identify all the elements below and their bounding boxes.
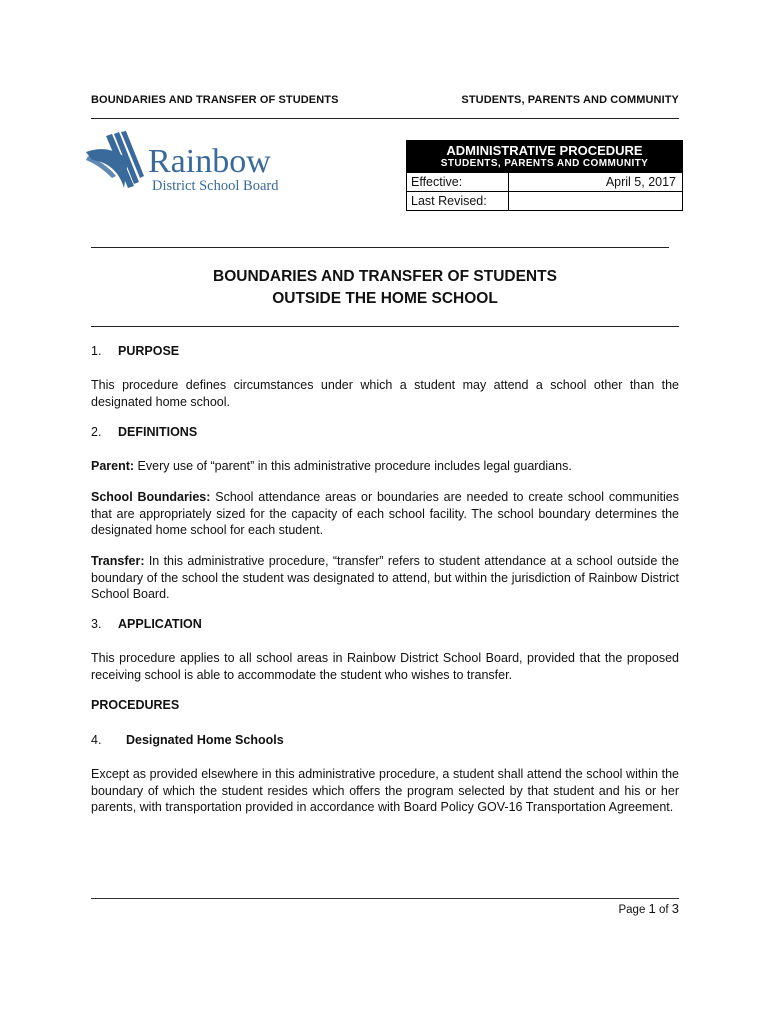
procedure-type: ADMINISTRATIVE PROCEDURE <box>446 143 643 158</box>
rainbow-swoosh-icon <box>84 130 294 196</box>
footer-rule <box>91 898 679 899</box>
procedure-info-box <box>406 140 683 211</box>
logo-subtitle: District School Board <box>152 178 279 194</box>
rainbow-logo <box>84 130 294 196</box>
revised-date <box>509 192 683 211</box>
definition-parent: Parent: Every use of “parent” in this administrative procedure includes legal guardians. <box>91 459 572 473</box>
revised-label: Last Revised: <box>406 192 509 211</box>
page-number: Page 1 of 3 <box>618 901 679 916</box>
section-application-heading: 3. APPLICATION <box>91 617 202 631</box>
effective-label: Effective: <box>406 173 509 192</box>
running-header-left: BOUNDARIES AND TRANSFER OF STUDENTS <box>91 94 339 106</box>
section-purpose-text: This procedure defines circumstances under which a student may attend a school other than the designated home school. <box>91 378 679 409</box>
document-title-line1: BOUNDARIES AND TRANSFER OF STUDENTS <box>213 268 557 285</box>
document-title <box>91 266 679 310</box>
section-definitions-heading: 2. DEFINITIONS <box>91 425 198 439</box>
subsection-home-schools-heading: 4. Designated Home Schools <box>91 733 284 747</box>
definition-transfer-term: Transfer: <box>91 554 145 568</box>
definition-school-boundaries: School Boundaries: School attendance areas or boundaries are needed to create school communities that are appropriately sized for the capacity of each school facility. The school boundary determines the designated home school for each student. <box>91 490 679 537</box>
effective-date: April 5, 2017 <box>509 173 683 192</box>
revised-row <box>406 192 683 211</box>
definition-boundaries-term: School Boundaries: <box>91 490 211 504</box>
subsection-home-schools-text: Except as provided elsewhere in this administrative procedure, a student shall attend the school within the boundary of which the student resides which offers the program selected by that student and his or her parents, with transportation provided in accordance with Board Policy GOV-16 Transportation Agreement. <box>91 767 679 814</box>
page-current: 1 <box>648 901 656 916</box>
section-application-text: This procedure applies to all school areas in Rainbow District School Board, provided that the proposed receiving school is able to accommodate the student who wishes to transfer. <box>91 651 679 682</box>
procedure-title-bar <box>406 140 683 173</box>
page-total: 3 <box>671 901 679 916</box>
running-header-right: STUDENTS, PARENTS AND COMMUNITY <box>461 94 679 106</box>
procedure-category: STUDENTS, PARENTS AND COMMUNITY <box>440 158 649 169</box>
title-rule-top <box>91 247 669 248</box>
section-procedures-heading: PROCEDURES <box>91 698 180 712</box>
section-purpose-heading: 1. PURPOSE <box>91 344 180 358</box>
title-rule-bottom <box>91 326 679 327</box>
document-title-line2: OUTSIDE THE HOME SCHOOL <box>272 290 498 307</box>
effective-row <box>406 173 683 192</box>
logo-wordmark: Rainbow <box>148 143 271 180</box>
header-rule <box>91 118 679 119</box>
definition-transfer: Transfer: In this administrative procedure, “transfer” refers to student attendance at a school outside the boundary of the school the student was designated to attend, but within the jurisdiction of Rainbow District School Board. <box>91 554 679 601</box>
definition-parent-term: Parent: <box>91 459 135 473</box>
